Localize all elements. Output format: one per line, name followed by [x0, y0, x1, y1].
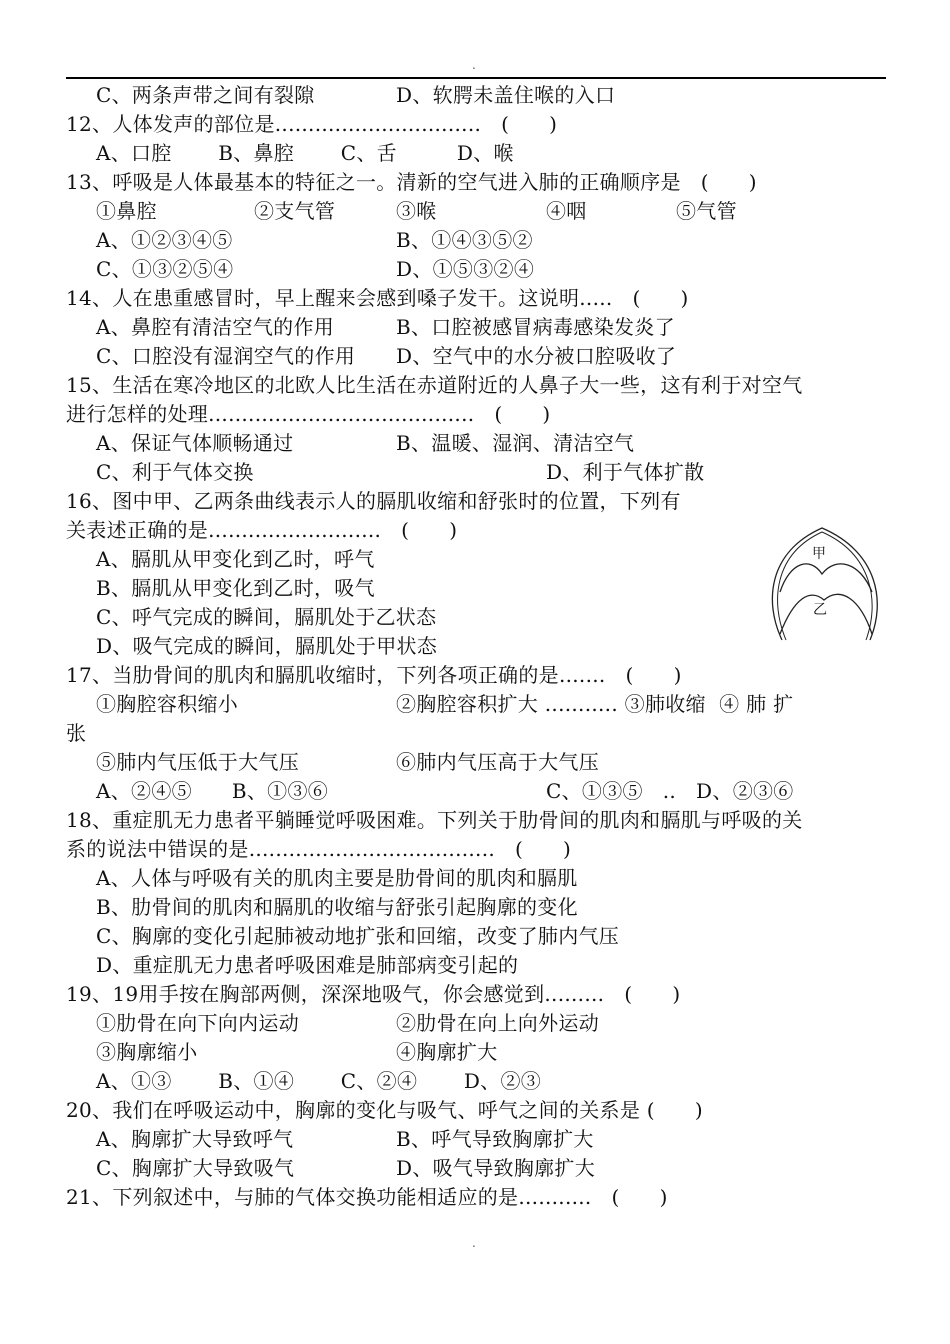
q18-option-d: D、重症肌无力患者呼吸困难是肺部病变引起的: [96, 953, 519, 977]
q19-item-4: ④胸廓扩大: [396, 1040, 498, 1064]
q19-stem: 19、19用手按在胸部两侧，深深地吸气，你会感觉到......... ( ): [66, 982, 681, 1006]
curve-jia: [780, 564, 872, 592]
q13-item-4: ④咽: [546, 199, 587, 223]
line-11c: C、两条声带之间有裂隙: [96, 83, 315, 107]
q16-option-c: C、呼气完成的瞬间，膈肌处于乙状态: [96, 605, 437, 629]
q12-stem: 12、人体发声的部位是............................... ( ): [66, 112, 558, 136]
q14-option-d: D、空气中的水分被口腔吸收了: [396, 344, 677, 368]
q13-stem: 13、呼吸是人体最基本的特征之一。清新的空气进入肺的正确顺序是 ( ): [66, 170, 757, 194]
q15-option-d: D、利于气体扩散: [546, 460, 705, 484]
q17-item-6: ⑥肺内气压高于大气压: [396, 750, 599, 774]
q13-item-5: ⑤气管: [676, 199, 737, 223]
q17-item-2: ②胸腔容积扩大 ........... ③肺收缩 ④ 肺 扩: [396, 692, 794, 716]
q18-stem: 18、重症肌无力患者平躺睡觉呼吸困难。下列关于肋骨间的肌肉和膈肌与呼吸的关: [66, 808, 803, 832]
q15-option-c: C、利于气体交换: [96, 460, 254, 484]
q15-option-a: A、保证气体顺畅通过: [96, 431, 294, 455]
q14-option-a: A、鼻腔有清洁空气的作用: [96, 315, 335, 339]
q16-option-a: A、膈肌从甲变化到乙时，呼气: [96, 547, 375, 571]
q19-options: A、①③ B、①④ C、②④ D、②③: [96, 1069, 542, 1093]
q17-stem: 17、当肋骨间的肌肉和膈肌收缩时，下列各项正确的是....... ( ): [66, 663, 682, 687]
label-yi: 乙: [813, 602, 827, 618]
q19-item-3: ③胸廓缩小: [96, 1040, 198, 1064]
header-dot: .: [472, 58, 476, 72]
q20-stem: 20、我们在呼吸运动中，胸廓的变化与吸气、呼气之间的关系是 ( ): [66, 1098, 703, 1122]
q13-option-a: A、①②③④⑤: [96, 228, 233, 252]
q20-option-b: B、呼气导致胸廓扩大: [396, 1127, 594, 1151]
q17-options-ab: A、②④⑤ B、①③⑥: [96, 779, 329, 803]
q18-option-b: B、肋骨间的肌肉和膈肌的收缩与舒张引起胸廓的变化: [96, 895, 578, 919]
q13-option-c: C、①③②⑤④: [96, 257, 234, 281]
q19-item-1: ①肋骨在向下向内运动: [96, 1011, 299, 1035]
q13-item-3: ③喉: [396, 199, 437, 223]
q14-option-b: B、口腔被感冒病毒感染发炎了: [396, 315, 675, 339]
q15-option-b: B、温暖、湿润、清洁空气: [396, 431, 635, 455]
q16-stem-cont: 关表述正确的是.......................... ( ): [66, 518, 458, 542]
q13-item-1: ①鼻腔: [96, 199, 157, 223]
line-11d: D、软腭未盖住喉的入口: [396, 83, 616, 107]
q18-stem-cont: 系的说法中错误的是..................................... ( ): [66, 837, 572, 861]
q18-option-c: C、胸廓的变化引起肺被动地扩张和回缩，改变了肺内气压: [96, 924, 620, 948]
q15-stem: 15、生活在寒冷地区的北欧人比生活在赤道附近的人鼻子大一些，这有利于对空气: [66, 373, 803, 397]
q18-option-a: A、人体与呼吸有关的肌肉主要是肋骨间的肌肉和膈肌: [96, 866, 578, 890]
q20-option-c: C、胸廓扩大导致吸气: [96, 1156, 295, 1180]
q21-stem: 21、下列叙述中，与肺的气体交换功能相适应的是........... ( ): [66, 1185, 668, 1209]
q17-options-cd: C、①③⑤ .. D、②③⑥: [546, 779, 794, 803]
q16-stem: 16、图中甲、乙两条曲线表示人的膈肌收缩和舒张时的位置，下列有: [66, 489, 681, 513]
diaphragm-figure: [760, 522, 890, 644]
q20-option-a: A、胸廓扩大导致呼气: [96, 1127, 294, 1151]
q16-option-b: B、膈肌从甲变化到乙时，吸气: [96, 576, 375, 600]
q17-item-5: ⑤肺内气压低于大气压: [96, 750, 299, 774]
q12-options: A、口腔 B、鼻腔 C、舌 D、喉: [96, 141, 514, 165]
q16-option-d: D、吸气完成的瞬间，膈肌处于甲状态: [96, 634, 438, 658]
q20-option-d: D、吸气导致胸廓扩大: [396, 1156, 596, 1180]
q17-item-1: ①胸腔容积缩小: [96, 692, 239, 716]
footer-dot: .: [472, 1236, 476, 1250]
q13-option-b: B、①④③⑤②: [396, 228, 533, 252]
q15-stem-cont: 进行怎样的处理........................................ ( ): [66, 402, 551, 426]
q13-item-2: ②支气管: [254, 199, 336, 223]
q13-option-d: D、①⑤③②④: [396, 257, 535, 281]
header-rule: [66, 77, 886, 79]
thorax-outline: [772, 528, 877, 640]
label-jia: 甲: [812, 546, 826, 562]
q14-stem: 14、人在患重感冒时，早上醒来会感到嗓子发干。这说明..... ( ): [66, 286, 689, 310]
q14-option-c: C、口腔没有湿润空气的作用: [96, 344, 356, 368]
q19-item-2: ②肋骨在向上向外运动: [396, 1011, 599, 1035]
q17-item-2-cont: 张: [66, 721, 87, 745]
